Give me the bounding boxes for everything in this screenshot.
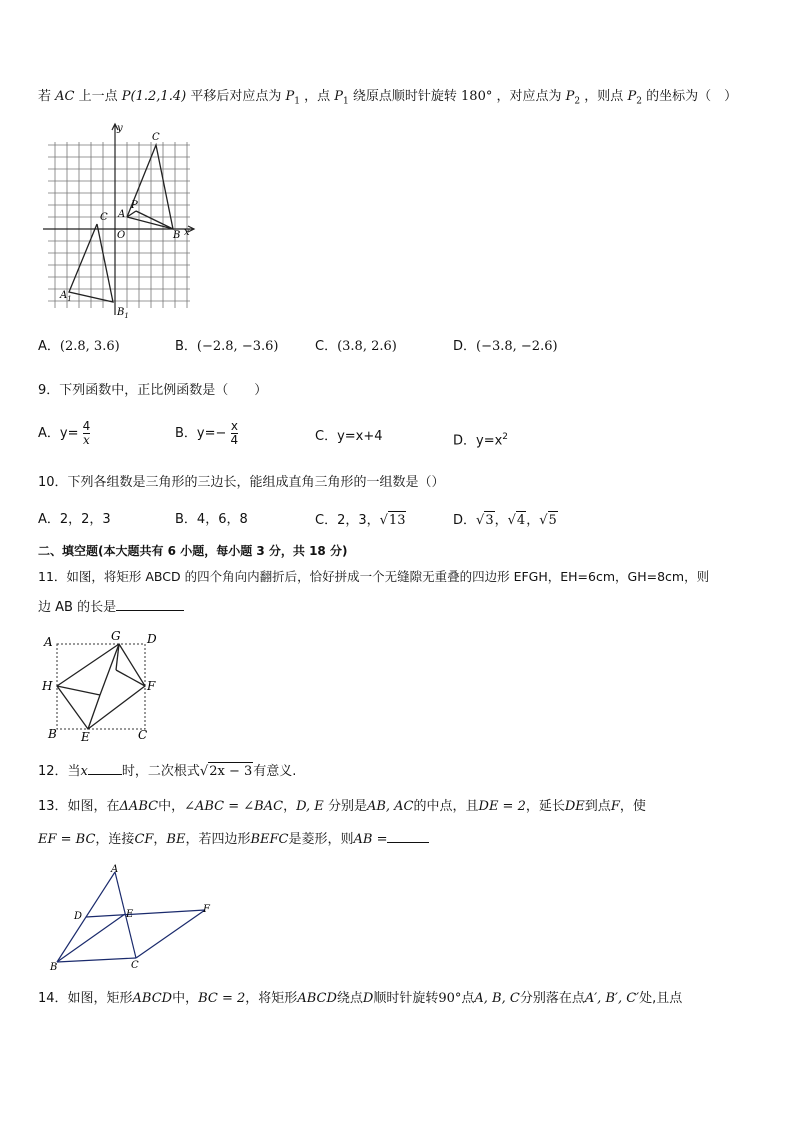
q8-option-d: D．(−3.8, −2.6) [453,339,558,354]
label-d: D [147,632,157,646]
label-b: B [173,230,181,241]
label-c: C [100,212,108,223]
label-e: E [81,730,90,744]
q9-option-a: A．y= $\frac{4}{x}$ [38,419,91,447]
q13-answer-blank[interactable] [387,830,429,843]
triangle-abc [127,145,173,229]
q12-line: 12．当x 时，二次根式√2x − 3有意义. [38,764,297,779]
label-c: C [138,728,148,742]
quad-efgh [57,644,145,729]
label-p: P [131,200,138,211]
q12-answer-blank[interactable] [88,762,122,775]
q13-line1: 13．如图，在ΔABC中，∠ABC = ∠BAC，D, E 分别是AB, AC的中点，且DE = 2，延长DE到点F，使 [38,799,646,814]
label-g: G [111,629,121,643]
q9-option-c: C．y=x+4 [315,429,383,444]
label-h: H [42,679,53,693]
label-c: C [131,960,139,971]
label-a: A [44,635,53,649]
q8-option-a: A．(2.8, 3.6) [38,339,120,354]
q11-answer-blank[interactable] [116,598,184,611]
label-d: D [74,911,83,922]
x-axis-label: x [184,227,190,238]
q14-line: 14．如图，矩形ABCD中，BC = 2，将矩形ABCD绕点D顺时针旋转90°点A, B, C分别落在点A′, B′, C′处,且点 [38,991,683,1006]
q8-stem: 若 AC 上一点 P(1.2,1.4) 平移后对应点为 $P_1$ ，点 $P_1$ 绕原点顺时针旋转 180° ，对应点为 $P_2$ ，则点 $P_2$ 的坐标为（ ） [38,89,738,107]
q10-option-c: C．2，3，√13 [315,513,406,528]
origin-label: O [117,230,126,241]
label-b: B [48,727,57,741]
label-f: F [147,679,156,693]
label-e: E [126,909,134,920]
q11-line2: 边 AB 的长是 [38,598,184,617]
label-a: A [118,209,126,220]
q8-grid-figure [38,120,198,325]
q11-line1: 11．如图，将矩形 ABCD 的四个角向内翻折后，恰好拼成一个无缝隙无重叠的四边形 EFGH，EH=6cm，GH=8cm，则 [38,569,710,584]
label-a1: $A_1$ [60,290,72,303]
q10-option-d: D．√3，√4，√5 [453,513,557,528]
q13-line2: EF = BC，连接CF，BE，若四边形BEFC是菱形，则AB = [38,830,429,849]
q13-rhombus-figure [40,862,220,977]
section-title: 二、填空题(本大题共有 6 小题，每小题 3 分，共 18 分) [38,544,348,558]
label-a: A [111,864,119,875]
y-axis-label: y [117,123,123,134]
label-c-top: C [152,132,160,143]
q9-option-d: D．$y=x^2$ [453,432,509,449]
label-f: F [203,904,210,915]
q10-option-b: B．4，6，8 [175,512,248,527]
q9-stem: 9．下列函数中，正比例函数是（ ） [38,383,268,398]
q8-option-b: B．(−2.8, −3.6) [175,339,279,354]
label-b1: $B_1$ [117,307,129,320]
q8-option-c: C．(3.8, 2.6) [315,339,397,354]
q10-option-a: A．2，2，3 [38,512,111,527]
q10-stem: 10．下列各组数是三角形的三边长，能组成直角三角形的一组数是（） [38,475,445,490]
q9-option-b: B．y=− $\frac{x}{4}$ [175,419,239,447]
label-b: B [50,962,58,973]
grid-lines [48,142,190,308]
q11-rectangle-figure [38,628,168,746]
